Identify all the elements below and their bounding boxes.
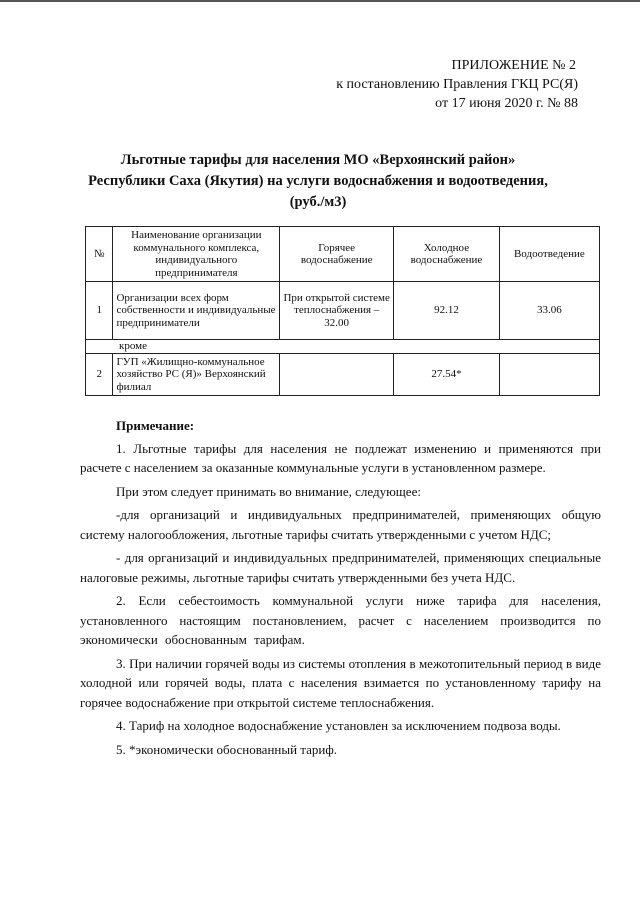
table-row-except (86, 340, 600, 354)
row1-num: 1 (86, 282, 113, 340)
note-1-special-tax: - для организаций и индивидуальных предпринимателей, применяющих специальные налоговые режимы, льготные тарифы считать утвержденными без учета НДС. (80, 550, 601, 585)
table-row (86, 282, 600, 340)
row1-organization: Организации всех форм собственности и индивидуальные предприниматели (113, 282, 280, 340)
notes-section (80, 416, 601, 759)
table-row (86, 353, 600, 396)
header-cold-water: Холодное водоснабжение (394, 227, 500, 282)
scan-edge-line (0, 0, 640, 2)
row2-hot-water (280, 353, 394, 396)
note-4: 4. Тариф на холодное водоснабжение установлен за исключением подвоза воды. (116, 718, 561, 733)
note-3: 3. При наличии горячей воды из системы отопления в межотопительный период в виде холодной или горячей воды, плата с населения взимается по установленному тарифу на горячее водоснабжение при открытой системе теплоснабжения. (80, 655, 601, 710)
row2-wastewater (499, 353, 599, 396)
row1-hot-water: При открытой системе теплоснабжения – 32.00 (280, 282, 394, 340)
note-1-intro: При этом следует принимать во внимание, следующее: (116, 483, 421, 499)
row2-cold-water: 27.54* (394, 353, 500, 396)
header-hot-water: Горячее водоснабжение (280, 227, 394, 282)
appendix-resolution-line: к постановлению Правления ГКЦ РС(Я) (336, 77, 578, 92)
title-line-3: (руб./м3) (289, 194, 347, 210)
row2-organization: ГУП «Жилищно-коммунальное хозяйство РС (Я)» Верхоянский филиал (113, 353, 280, 396)
except-label: кроме (86, 340, 600, 354)
table-header-row (86, 227, 600, 282)
notes-title: Примечание: (116, 418, 195, 433)
row1-cold-water: 92.12 (394, 282, 500, 340)
note-1: 1. Льготные тарифы для населения не подлежат изменению и применяются при расчете с населением за оказанные коммунальные услуги в установленном размере. (80, 440, 601, 475)
note-2: 2. Если себестоимость коммунальной услуги ниже тарифа для населения, установленного настоящим постановлением, расчет с населением производится по экономически обоснованным тарифам. (80, 593, 601, 647)
title-line-2: Республики Саха (Якутия) на услуги водоснабжения и водоотведения, (88, 173, 548, 189)
row2-num: 2 (86, 353, 113, 396)
note-1-general-tax: -для организаций и индивидуальных предпринимателей, применяющих общую систему налогообложения, льготные тарифы считать утвержденными с учетом НДС; (80, 507, 601, 542)
header-organization: Наименование организации коммунального комплекса, индивидуального предпринимателя (113, 227, 280, 282)
appendix-header (336, 56, 578, 113)
tariff-table (85, 226, 600, 396)
document-title (80, 150, 556, 213)
title-line-1: Льготные тарифы для населения МО «Верхоянский район» (120, 152, 516, 168)
header-wastewater: Водоотведение (499, 227, 599, 282)
row1-wastewater: 33.06 (499, 282, 599, 340)
appendix-heading: ПРИЛОЖЕНИЕ № 2 (451, 58, 576, 73)
header-num: № (86, 227, 113, 282)
appendix-date-line: от 17 июня 2020 г. № 88 (435, 96, 578, 111)
note-5: 5. *экономически обоснованный тариф. (116, 741, 338, 757)
